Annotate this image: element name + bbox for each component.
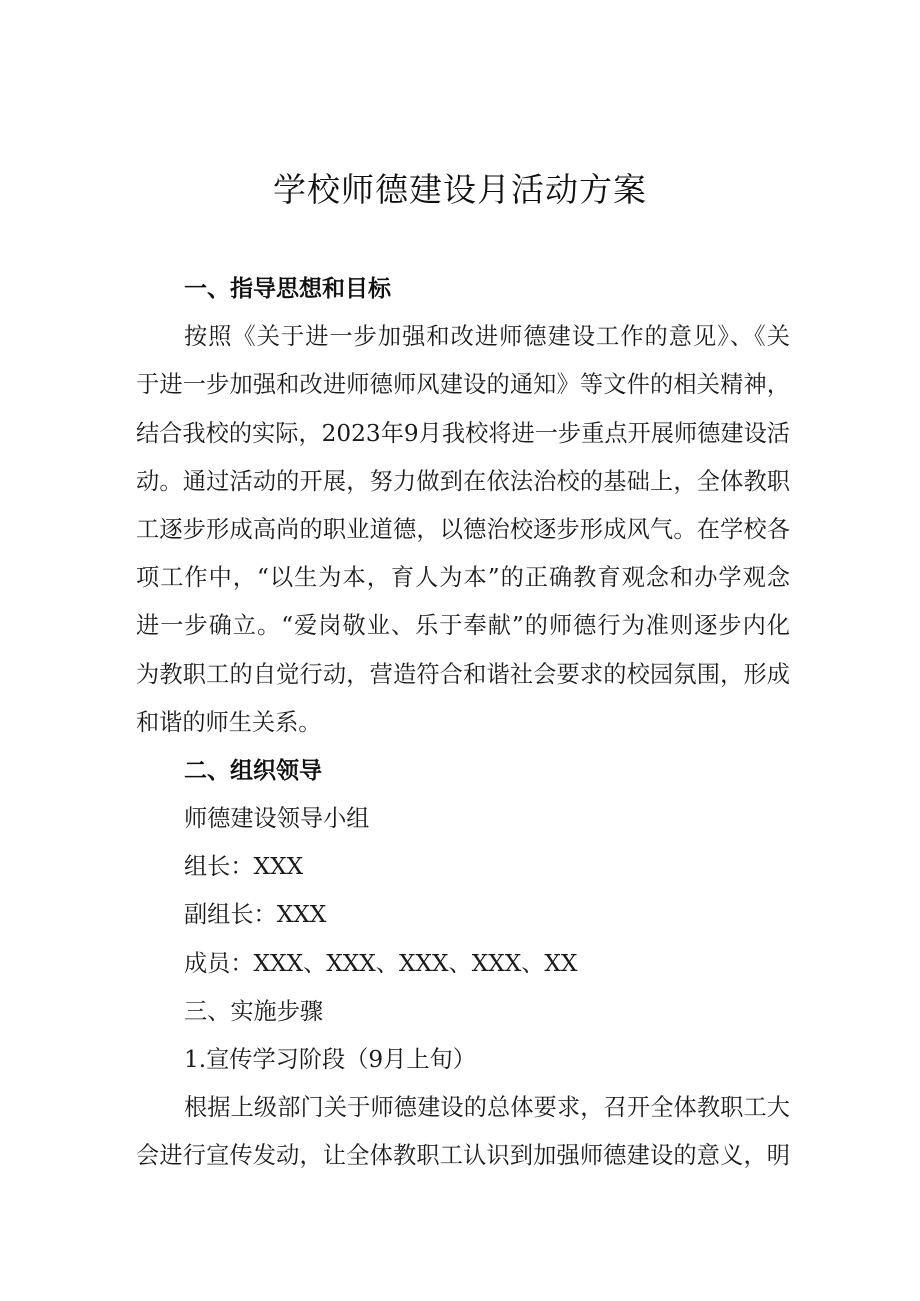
group-leader: 组长：XXX xyxy=(184,853,304,881)
deputy-leader: 副组长：XXX xyxy=(184,901,327,929)
paragraph-line: 动。通过活动的开展，努力做到在依法治校的基础上，全体教职 xyxy=(136,467,790,495)
group-members: 成员：XXX、XXX、XXX、XXX、XX xyxy=(184,949,578,977)
paragraph-line: 于进一步加强和改进师德师风建设的通知》等文件的相关精神， xyxy=(136,371,790,399)
paragraph-line: 为教职工的自觉行动，营造符合和谐社会要求的校园氛围，形成 xyxy=(136,660,790,688)
section-heading-implementation: 三、实施步骤 xyxy=(184,997,324,1025)
paragraph-line: 根据上级部门关于师德建设的总体要求，召开全体教职工大 xyxy=(184,1094,790,1122)
paragraph-line: 项工作中，“以生为本，育人为本”的正确教育观念和办学观念 xyxy=(136,564,790,592)
document-body xyxy=(136,265,790,1181)
section-heading-leadership: 二、组织领导 xyxy=(184,757,322,784)
paragraph-line: 和谐的师生关系。 xyxy=(136,708,322,736)
document-title: 学校师德建设月活动方案 xyxy=(273,170,647,209)
paragraph-line: 按照《关于进一步加强和改进师德建设工作的意见》、《关 xyxy=(184,323,790,351)
paragraph-line: 工逐步形成高尚的职业道德，以德治校逐步形成风气。在学校各 xyxy=(136,515,790,543)
paragraph-line: 会进行宣传发动，让全体教职工认识到加强师德建设的意义，明 xyxy=(136,1142,790,1170)
leadership-group-name: 师德建设领导小组 xyxy=(184,805,370,833)
paragraph-line: 结合我校的实际，2023年9月我校将进一步重点开展师德建设活 xyxy=(136,419,790,447)
paragraph-line: 进一步确立。“爱岗敬业、乐于奉献”的师德行为准则逐步内化 xyxy=(136,612,790,640)
step-1-title: 1.宣传学习阶段（9月上旬） xyxy=(184,1046,476,1073)
section-heading-guiding-ideology: 一、指导思想和目标 xyxy=(184,276,391,302)
